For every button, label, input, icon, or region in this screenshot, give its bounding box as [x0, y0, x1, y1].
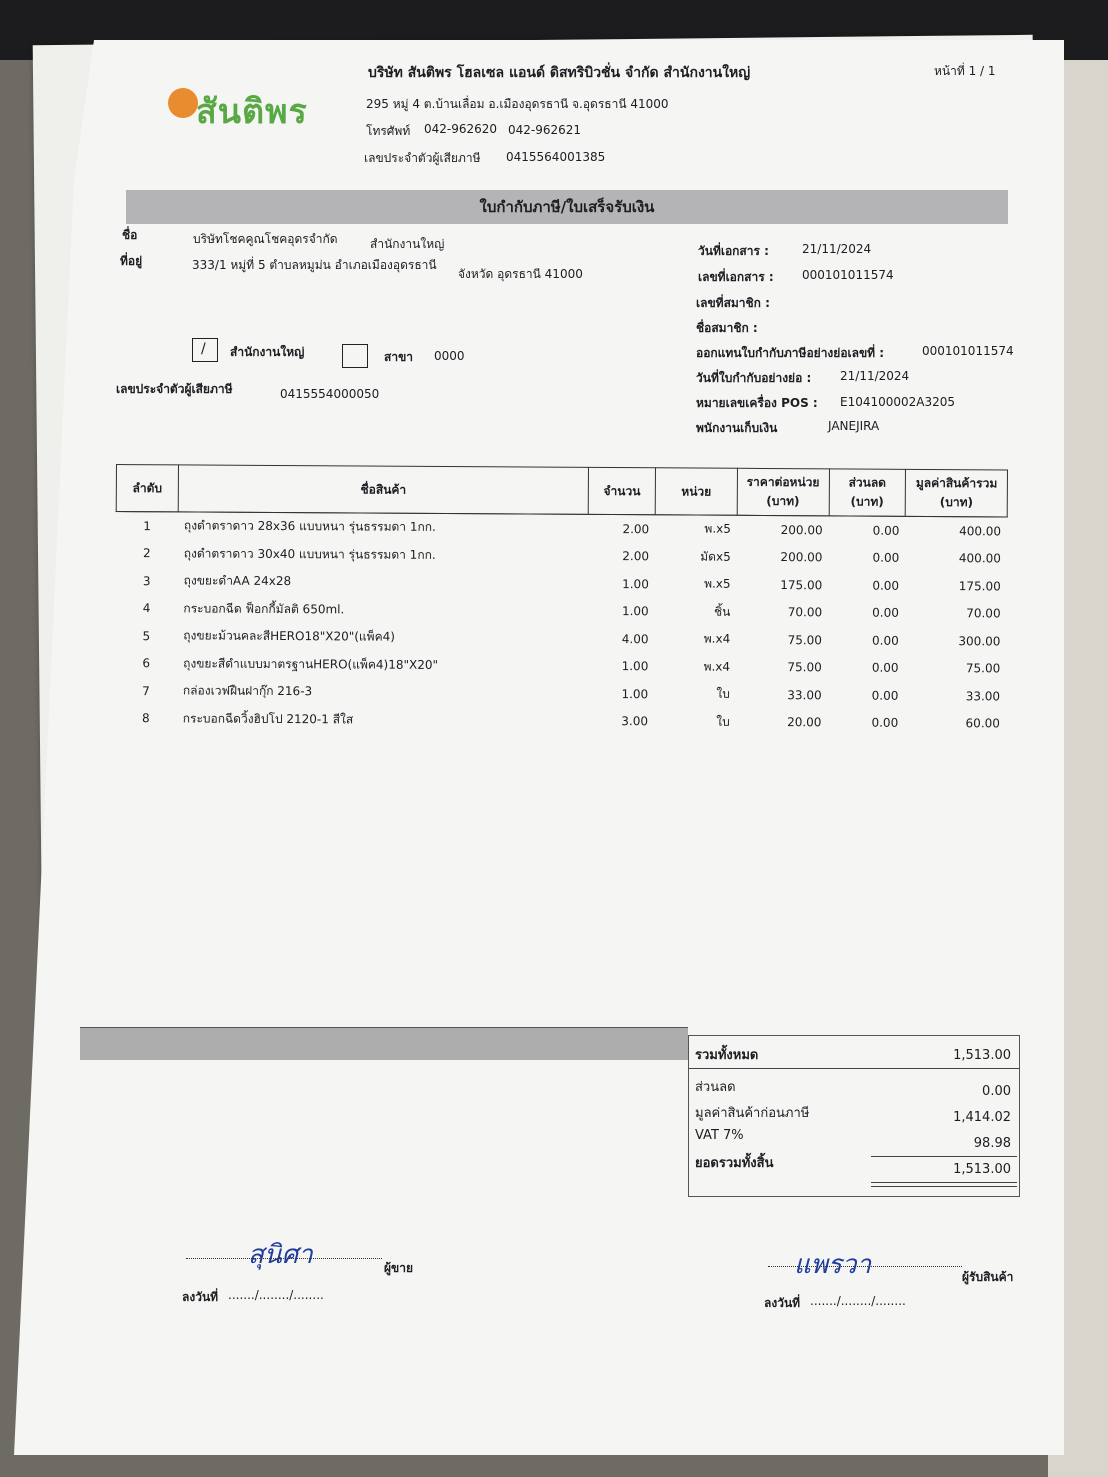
cell-unit: ใบ — [716, 714, 730, 729]
cell-name: ถุงดำตราดาว 28x36 แบบหนา รุ่นธรรมดา 1กก. — [183, 518, 436, 535]
net-total-value: 1,513.00 — [953, 1162, 1011, 1177]
company-logo: สันติพร — [196, 92, 308, 132]
cell-no: 7 — [142, 683, 150, 698]
doc-number: 000101011574 — [802, 268, 894, 282]
cell-discount: 0.00 — [871, 688, 899, 703]
page-number: หน้าที่ 1 / 1 — [934, 64, 996, 78]
items-table-body — [115, 512, 1007, 738]
cell-unit: ใบ — [716, 686, 730, 702]
company-tax-id: 0415564001385 — [506, 150, 606, 164]
phone-label: โทรศัพท์ — [366, 124, 411, 138]
col-header-discount: ส่วนลด (บาท) — [829, 469, 906, 516]
receiver-signature-line — [768, 1266, 962, 1267]
cashier-label: พนักงานเก็บเงิน — [696, 421, 778, 435]
col-header-name: ชื่อสินค้า — [178, 465, 589, 515]
cell-name: ถุงขยะม้วนคละสีHERO18"X20"(แพ็ค4) — [183, 628, 395, 644]
company-tax-label: เลขประจำตัวผู้เสียภาษี — [364, 151, 481, 165]
footer-grey-bar — [80, 1027, 688, 1060]
cell-discount: 0.00 — [871, 633, 899, 648]
cell-price: 20.00 — [787, 715, 822, 730]
cell-price: 33.00 — [787, 687, 822, 703]
logo-mark-icon — [168, 88, 198, 118]
pre-vat-label: มูลค่าสินค้าก่อนภาษี — [695, 1106, 810, 1121]
cell-price: 75.00 — [787, 660, 822, 675]
seller-label: ผู้ขาย — [384, 1261, 414, 1275]
seller-signature: สุนิศา — [248, 1240, 313, 1270]
col-header-price: ราคาต่อหน่วย (บาท) — [737, 468, 829, 516]
cell-no: 3 — [142, 573, 151, 588]
receiver-date-label: ลงวันที่ — [764, 1296, 801, 1310]
cell-name: กระบอกฉีดวิ้งฮิปโป 2120-1 สีใส — [182, 711, 354, 727]
company-address: 295 หมู่ 4 ต.บ้านเลื่อม อ.เมืองอุดรธานี จ.อุดรธานี 41000 — [366, 97, 669, 111]
tax-invoice-page — [14, 40, 1064, 1455]
cell-discount: 0.00 — [871, 715, 899, 731]
document-title: ใบกำกับภาษี/ใบเสร็จรับเงิน — [479, 198, 655, 216]
cell-no: 8 — [141, 711, 150, 726]
hq-checkbox[interactable] — [192, 338, 218, 362]
cell-discount: 0.00 — [872, 578, 900, 593]
cell-name: ถุงดำตราดาว 30x40 แบบหนา รุ่นธรรมดา 1กก. — [183, 546, 436, 562]
cashier-name: JANEJIRA — [828, 419, 880, 433]
table-header-row — [116, 465, 1007, 517]
phone-1: 042-962620 — [424, 122, 498, 136]
customer-name: บริษัทโชคคูณโชคอุดรจำกัด — [193, 232, 338, 246]
hq-label: สำนักงานใหญ่ — [230, 345, 305, 359]
col-header-no: ลำดับ — [116, 465, 178, 512]
cell-total: 400.00 — [959, 523, 1002, 539]
receiver-signature: แพรวา — [794, 1250, 872, 1280]
phone-2: 042-962621 — [508, 123, 582, 137]
cell-discount: 0.00 — [872, 550, 900, 566]
cell-total: 33.00 — [965, 688, 1001, 704]
cell-no: 1 — [143, 518, 151, 533]
pos-number: E104100002A3205 — [840, 395, 956, 409]
cell-qty: 1.00 — [621, 686, 649, 702]
seller-date-label: ลงวันที่ — [182, 1290, 219, 1304]
doc-date: 21/11/2024 — [802, 242, 872, 256]
cell-price: 75.00 — [787, 632, 822, 648]
cell-total: 60.00 — [965, 716, 1000, 731]
net-double-line-2 — [871, 1186, 1017, 1187]
customer-name-label: ชื่อ — [122, 228, 138, 242]
cell-total: 75.00 — [965, 661, 1001, 676]
seller-signature-line — [186, 1258, 382, 1259]
cell-unit: พ.x5 — [704, 576, 731, 592]
cell-total: 175.00 — [958, 578, 1001, 594]
cell-qty: 4.00 — [621, 631, 649, 647]
totals-box — [688, 1035, 1020, 1197]
discount-value: 0.00 — [982, 1084, 1011, 1099]
replace-invoice-label: ออกแทนใบกำกับภาษีอย่างย่อเลขที่ : — [696, 346, 885, 360]
customer-tax-id: 0415554000050 — [280, 387, 380, 401]
receiver-label: ผู้รับสินค้า — [962, 1270, 1014, 1284]
doc-number-label: เลขที่เอกสาร : — [698, 270, 774, 284]
cell-unit: พ.x4 — [703, 659, 731, 674]
col-header-unit: หน่วย — [655, 468, 737, 515]
cell-qty: 1.00 — [622, 576, 649, 592]
branch-checkbox[interactable] — [342, 344, 368, 368]
branch-number: 0000 — [434, 349, 465, 363]
grand-total-value: 1,513.00 — [953, 1048, 1011, 1063]
net-upper-line — [871, 1156, 1017, 1157]
cell-no: 5 — [142, 628, 151, 643]
branch-label: สาขา — [384, 350, 414, 364]
cell-price: 175.00 — [780, 577, 823, 593]
cell-qty: 3.00 — [621, 714, 649, 729]
net-total-label: ยอดรวมทั้งสิ้น — [695, 1156, 774, 1171]
col-header-total: มูลค่าสินค้ารวม (บาท) — [905, 469, 1007, 517]
doc-date-label: วันที่เอกสาร : — [698, 244, 769, 258]
cell-discount: 0.00 — [872, 523, 900, 538]
cell-price: 200.00 — [780, 550, 823, 565]
pre-vat-value: 1,414.02 — [953, 1110, 1011, 1125]
grand-total-label: รวมทั้งหมด — [695, 1048, 759, 1063]
company-name: บริษัท สันติพร โฮลเซล แอนด์ ดิสทริบิวชั่น จำกัด สำนักงานใหญ่ — [368, 65, 751, 81]
net-double-line-1 — [871, 1182, 1017, 1183]
cell-unit: มัดx5 — [700, 549, 731, 564]
cell-price: 70.00 — [787, 605, 823, 620]
items-table — [114, 464, 1008, 737]
cell-no: 4 — [142, 601, 151, 616]
short-invoice-date-label: วันที่ใบกำกับอย่างย่อ : — [696, 371, 812, 385]
cell-unit: พ.x4 — [703, 631, 731, 647]
cell-discount: 0.00 — [872, 605, 899, 621]
discount-label: ส่วนลด — [695, 1080, 736, 1095]
cell-price: 200.00 — [780, 522, 823, 538]
customer-tax-label: เลขประจำตัวผู้เสียภาษี — [116, 382, 233, 396]
cell-name: ถุงขยะสีดำแบบมาตรฐานHERO(แพ็ค4)18"X20" — [183, 656, 439, 672]
cell-name: ถุงขยะดำAA 24x28 — [183, 573, 292, 589]
cell-discount: 0.00 — [871, 660, 899, 676]
cell-total: 300.00 — [958, 633, 1001, 649]
customer-address: 333/1 หมู่ที่ 5 ตำบลหมูม่น อำเภอเมืองอุดรธานี — [192, 258, 437, 272]
table-row — [115, 704, 1006, 737]
totals-divider — [689, 1068, 1019, 1069]
pos-number-label: หมายเลขเครื่อง POS : — [696, 396, 818, 410]
hq-check-mark: / — [201, 341, 206, 357]
cell-name: กล่องเวฟฝืนฝากุ๊ก 216-3 — [182, 683, 313, 699]
replace-invoice-number: 000101011574 — [922, 344, 1014, 358]
customer-address-label: ที่อยู่ — [120, 254, 143, 268]
cell-qty: 1.00 — [621, 659, 649, 674]
seller-date-blank: ......./......../........ — [228, 1288, 324, 1302]
cell-no: 2 — [143, 546, 151, 561]
cell-unit: พ.x5 — [704, 521, 731, 537]
vat-value: 98.98 — [973, 1136, 1011, 1151]
col-header-qty: จำนวน — [588, 467, 655, 514]
short-invoice-date: 21/11/2024 — [840, 369, 910, 383]
document-title-bar — [126, 190, 1008, 224]
cell-unit: ชิ้น — [714, 604, 731, 619]
cell-qty: 2.00 — [622, 549, 650, 564]
vat-label: VAT 7% — [695, 1128, 744, 1143]
cell-total: 400.00 — [958, 551, 1001, 566]
customer-province: จังหวัด อุดรธานี 41000 — [458, 267, 583, 281]
cell-total: 70.00 — [966, 606, 1001, 621]
cell-qty: 1.00 — [621, 604, 649, 619]
member-number-label: เลขที่สมาชิก : — [696, 296, 770, 310]
cell-qty: 2.00 — [622, 521, 650, 537]
cell-no: 6 — [142, 656, 151, 671]
member-name-label: ชื่อสมาชิก : — [696, 321, 758, 335]
receiver-date-blank: ......./......../........ — [810, 1294, 906, 1308]
cell-name: กระบอกฉีด ฟ็อกกี้มัลติ 650ml. — [183, 601, 345, 617]
customer-branch-type: สำนักงานใหญ่ — [370, 237, 445, 251]
